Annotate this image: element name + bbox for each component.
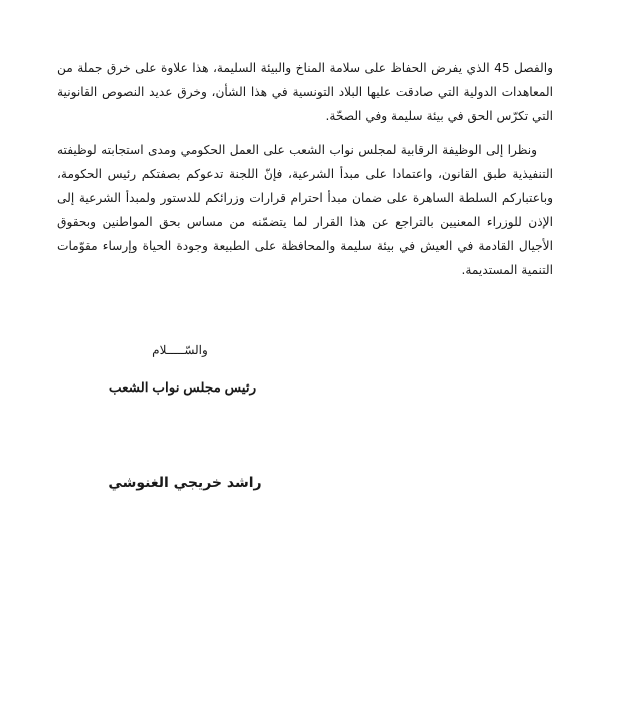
closing-greeting: والسّـــــلام bbox=[152, 343, 208, 357]
paragraph-request-to-government: ونظرا إلى الوظيفة الرقابية لمجلس نواب الشعب على العمل الحكومي ومدى استجابته لوظيفته التنفيذية طبق القانون، واعتمادا على مبدأ الشرعية، فإنّ اللجنة تدعوكم بصفتكم رئيس الحكومة، وباعتباركم السلطة الساهرة على ضمان مبدأ احترام قرارات وزرائكم للدستور ولمبدأ الشرعية إلى الإذن للوزراء المعنيين بالتراجع عن هذا القرار لما يتضمّنه من مساس بحق المواطنين وبحقوق الأجيال القادمة في العيش في بيئة سليمة والمحافظة على الطبيعة وجودة الحياة وإرساء مقوّمات التنمية المستديمة. bbox=[57, 143, 553, 277]
signatory-name: راشد خريجي الغنوشي bbox=[108, 475, 262, 491]
signatory-title: رئيس مجلس نواب الشعب bbox=[108, 380, 257, 395]
paragraph-environment-violations: والفصل 45 الذي يفرض الحفاظ على سلامة المناخ والبيئة السليمة، هذا علاوة على خرق جملة من المعاهدات الدولية التي صادقت عليها البلاد التونسية في هذا الشأن، وخرق عديد النصوص القانونية التي تكرّس الحق في بيئة سليمة وفي الصحّة. bbox=[57, 61, 553, 123]
